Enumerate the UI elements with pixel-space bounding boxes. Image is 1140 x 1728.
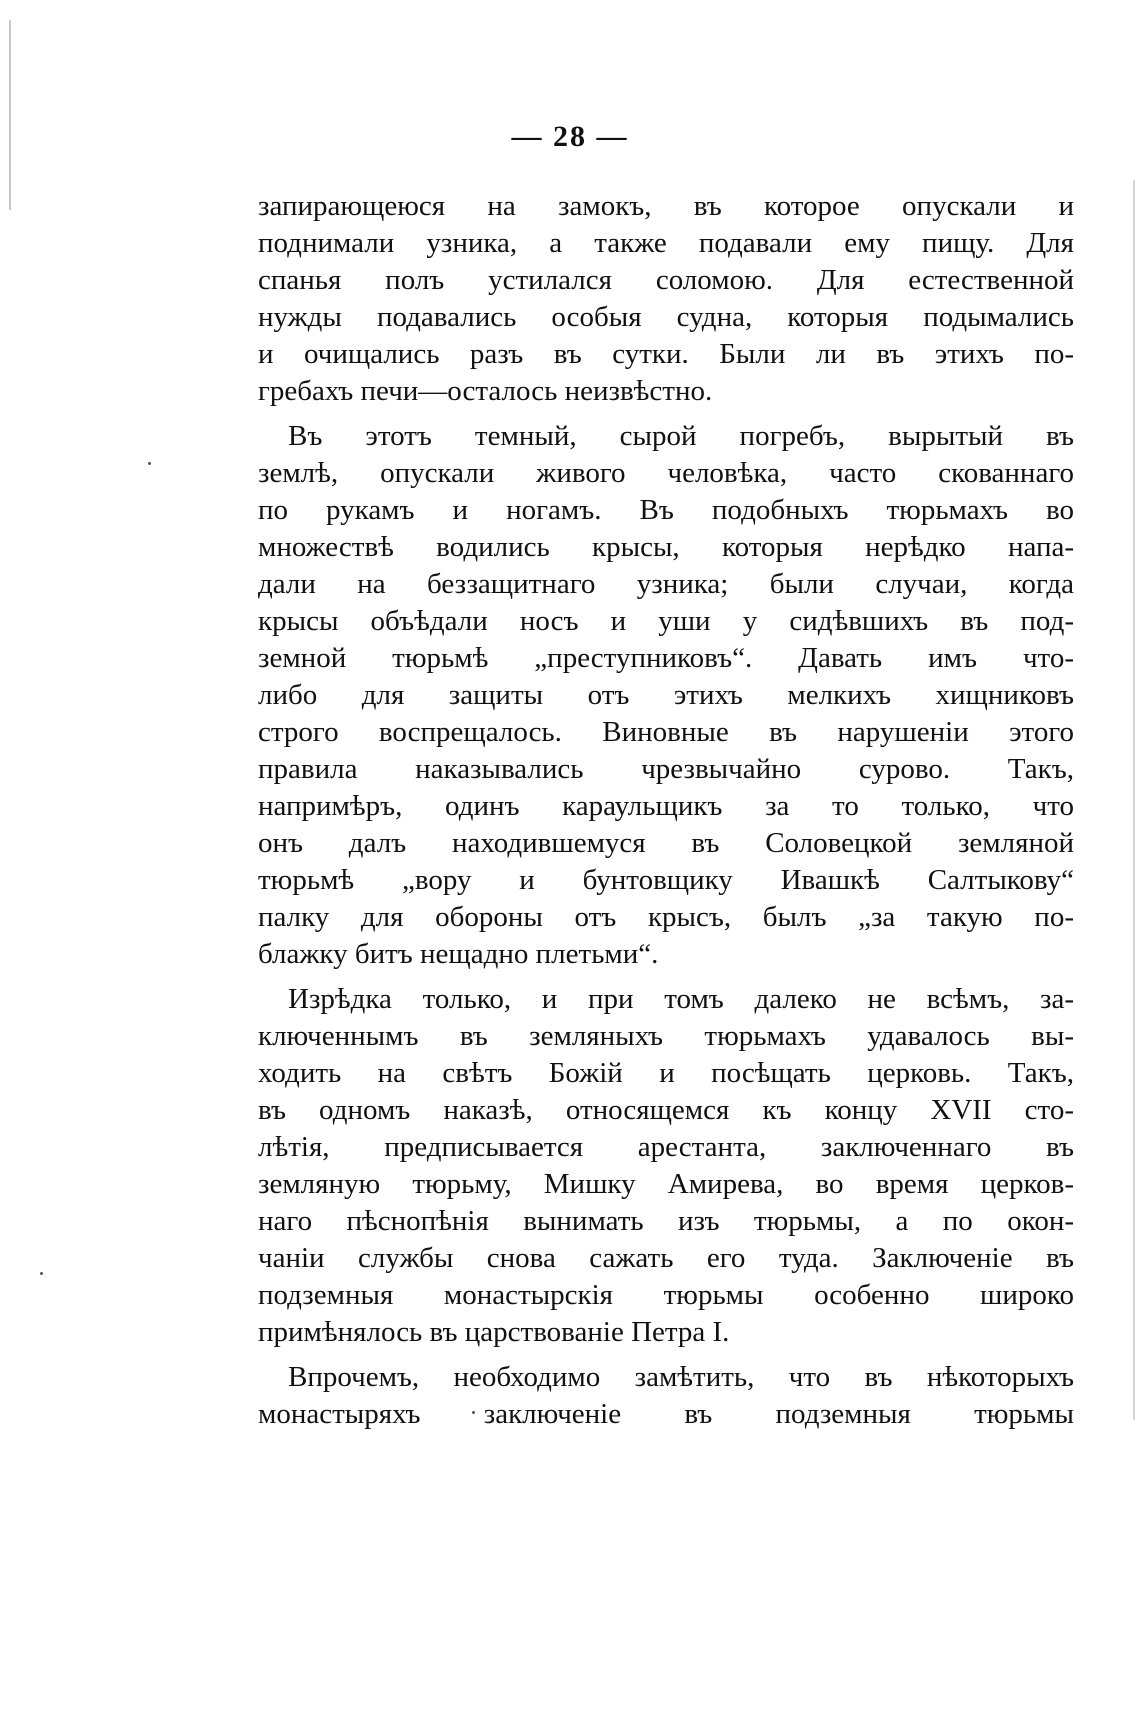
paragraph-3 (258, 981, 1074, 1351)
text-line: онъ далъ находившемуся въ Соловецкой земляной (258, 827, 1074, 859)
text-line: Въ этотъ темный, сырой погребъ, вырытый въ (288, 420, 1074, 452)
text-line: запирающеюся на замокъ, въ которое опускали и (258, 190, 1074, 222)
text-line: земной тюрьмѣ „преступниковъ“. Давать имъ что- (258, 642, 1074, 674)
text-line: тюрьмѣ „вору и бунтовщику Ивашкѣ Салтыкову“ (258, 864, 1074, 896)
scan-speck (148, 462, 151, 465)
text-line: правила наказывались чрезвычайно сурово. Такъ, (258, 753, 1074, 785)
text-line: гребахъ печи—осталось неизвѣстно. (258, 375, 713, 407)
scan-edge-right (1133, 180, 1135, 1420)
page-number: — 28 — (511, 120, 629, 153)
text-line: строго воспрещалось. Виновные въ нарушенiи этого (258, 716, 1074, 748)
text-line: наго пѣснопѣнiя вынимать изъ тюрьмы, а по окон- (258, 1205, 1074, 1237)
paragraph-4 (258, 1359, 1074, 1433)
text-line: блажку битъ нещадно плетьми“. (258, 938, 659, 970)
text-line: палку для обороны отъ крысъ, былъ „за такую по- (258, 901, 1074, 933)
text-line: поднимали узника, а также подавали ему пищу. Для (258, 227, 1074, 259)
scan-edge-left (9, 20, 11, 210)
text-line: монастыряхъ заключенiе въ подземныя тюрьмы (258, 1398, 1074, 1430)
text-line: примѣнялось въ царствованiе Петра I. (258, 1316, 730, 1348)
body-text (258, 188, 1074, 1441)
text-line: въ одномъ наказѣ, относящемся къ концу XVII сто- (258, 1094, 1074, 1126)
paragraph-1 (258, 188, 1074, 410)
text-line: Изрѣдка только, и при томъ далеко не всѣмъ, за- (288, 983, 1074, 1015)
text-line: землѣ, опускали живого человѣка, часто скованнаго (258, 457, 1074, 489)
text-line: спанья полъ устилался соломою. Для естественной (258, 264, 1074, 296)
text-line: ходить на свѣтъ Божiй и посѣщать церковь. Такъ, (258, 1057, 1074, 1089)
text-line: нужды подавались особыя судна, которыя подымались (258, 301, 1074, 333)
text-line: ключеннымъ въ земляныхъ тюрьмахъ удавалось вы- (258, 1020, 1074, 1052)
text-line: Впрочемъ, необходимо замѣтить, что въ нѣкоторыхъ (288, 1361, 1074, 1393)
text-line: напримѣръ, одинъ караульщикъ за то только, что (258, 790, 1074, 822)
text-line: и очищались разъ въ сутки. Были ли въ этихъ по- (258, 338, 1074, 370)
paragraph-2 (258, 418, 1074, 973)
text-line: лѣтiя, предписывается арестанта, заключеннаго въ (258, 1131, 1074, 1163)
text-line: подземныя монастырскiя тюрьмы особенно широко (258, 1279, 1074, 1311)
text-line: дали на беззащитнаго узника; были случаи, когда (258, 568, 1074, 600)
text-line: множествѣ водились крысы, которыя нерѣдко напа- (258, 531, 1074, 563)
text-line: либо для защиты отъ этихъ мелкихъ хищниковъ (258, 679, 1074, 711)
text-line: по рукамъ и ногамъ. Въ подобныхъ тюрьмахъ во (258, 494, 1074, 526)
scan-speck (40, 1272, 43, 1275)
text-line: чанiи службы снова сажать его туда. Заключенiе въ (258, 1242, 1074, 1274)
text-line: крысы объѣдали носъ и уши у сидѣвшихъ въ под- (258, 605, 1074, 637)
text-line: земляную тюрьму, Мишку Амирева, во время церков- (258, 1168, 1074, 1200)
